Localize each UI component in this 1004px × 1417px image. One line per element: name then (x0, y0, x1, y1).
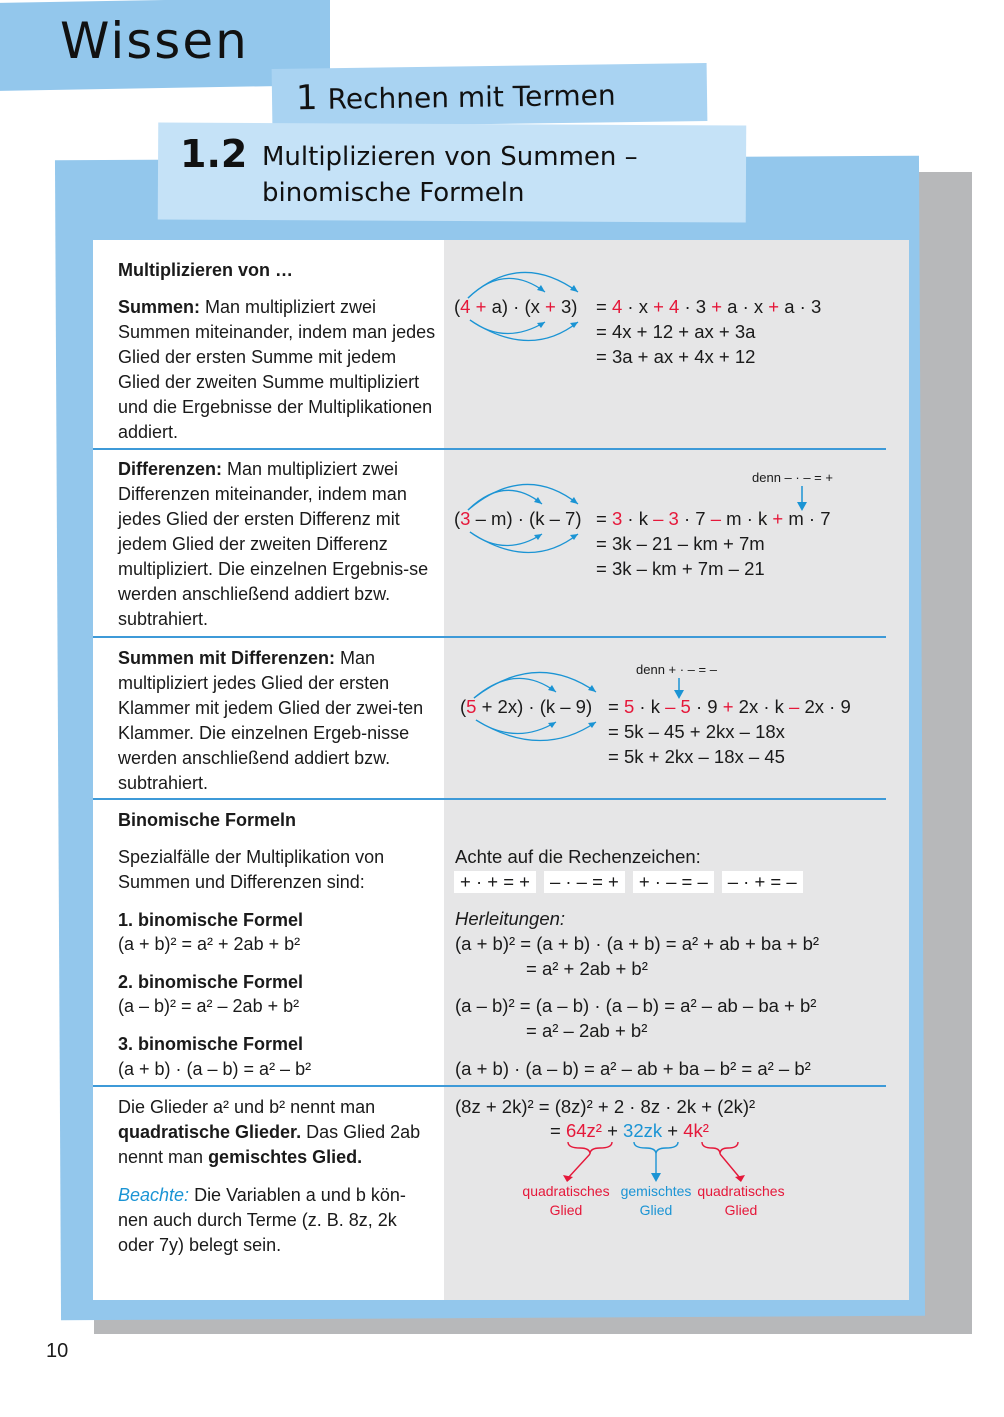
summen-differenzen-line1: = 5 · k – 5 · 9 + 2x · k – 2x · 9 (608, 696, 851, 717)
summen-lhs-a: 4 (460, 296, 471, 317)
herleitung3: (a + b) · (a – b) = a² – ab + ba – b² = a² – b² (455, 1058, 811, 1079)
herleitung1a: (a + b)² = (a + b) · (a + b) = a² + ab + ba + b² (455, 933, 820, 954)
divider-1 (93, 448, 886, 450)
herleitungen-label: Herleitungen: (455, 908, 566, 929)
summen-lhs: (4 + a) · (x + 3) (454, 296, 578, 317)
label-gemischt: gemischtes Glied (620, 1183, 692, 1218)
herleitung1b: = a² + 2ab + b² (526, 958, 648, 979)
divider-2 (93, 636, 886, 638)
beachte-label: Beachte: (118, 1185, 190, 1205)
beispiel-plus-2: + (662, 1120, 684, 1141)
divider-3 (93, 798, 886, 800)
glieder-text-1: Die Glieder a² und b² nennt man (118, 1097, 376, 1117)
page-number: 10 (46, 1340, 69, 1362)
sign-rule-2: – · – = + (544, 871, 625, 893)
intro-heading: Multiplizieren von … (118, 260, 294, 280)
divider-4 (93, 1085, 886, 1087)
differenzen-line2: = 3k – 21 – km + 7m (596, 533, 765, 554)
chapter-title (296, 74, 616, 118)
summen-differenzen-term: Summen mit Differenzen: (118, 648, 336, 668)
beachte-text (118, 1183, 428, 1258)
herleitung2a: (a – b)² = (a – b) · (a – b) = a² – ab – ba + b² (455, 995, 817, 1016)
summen-differenzen-line3: = 5k + 2kx – 18x – 45 (608, 746, 785, 767)
differenzen-lhs-rest: – m) · (k – 7) (470, 508, 582, 529)
herleitung2b: = a² – 2ab + b² (526, 1020, 648, 1041)
summen-line2: = 4x + 12 + ax + 3a (596, 321, 756, 342)
section-number: 1.2 (180, 132, 248, 176)
achte-text: Achte auf die Rechenzeichen: (455, 846, 701, 867)
summen-differenzen-lhs: (5 + 2x) · (k – 9) (460, 696, 593, 717)
summen-differenzen-lhs-a: 5 (466, 696, 477, 717)
beispiel-term-quadratisch-2: 4k² (683, 1120, 709, 1141)
summen-line3: = 3a + ax + 4x + 12 (596, 346, 756, 367)
differenzen-line1: = 3 · k – 3 · 7 – m · k + m · 7 (596, 508, 831, 529)
beispiel-term-gemischt: 32zk (623, 1120, 663, 1141)
differenzen-lhs-a: 3 (460, 508, 471, 529)
formel2-title: 2. binomische Formel (118, 972, 304, 992)
beispiel-term-quadratisch-1: 64z² (565, 1120, 602, 1141)
formel1-title: 1. binomische Formel (118, 910, 304, 930)
wissen-title: Wissen (60, 12, 249, 70)
glieder-bold-1: quadratische Glieder. (118, 1122, 302, 1142)
summen-term: Summen: (118, 297, 201, 317)
summen-differenzen-note: denn + · – = – (636, 662, 717, 677)
section-title-line1: Multiplizieren von Summen – (262, 142, 638, 172)
sign-rule-3: + · – = – (633, 871, 714, 893)
differenzen-body: Man multipliziert zwei Differenzen miteinander, indem man jedes Glied der ersten Differenz mit jedem Glied der zweiten Differenz multipliziert. Die einzelnen Ergebnis-se werden anschließend addiert bzw. subtrahiert. (118, 459, 429, 629)
differenzen-lhs: (3 – m) · (k – 7) (454, 508, 582, 529)
beachte-body: Die Variablen a und b kön-nen auch durch Terme (z. B. 8z, 2k oder 7y) belegt sein. (118, 1185, 406, 1255)
sign-rule-1: + · + = + (454, 871, 536, 893)
beispiel-plus-1: + (601, 1120, 624, 1141)
differenzen-text (118, 457, 436, 632)
summen-differenzen-text (118, 646, 436, 796)
sign-rule-4: – · + = – (722, 871, 803, 893)
summen-differenzen-lhs-rest: + 2x) · (k – 9) (476, 696, 593, 717)
differenzen-term: Differenzen: (118, 459, 223, 479)
label-quadratisch-1: quadratisches Glied (522, 1183, 610, 1218)
chapter-number: 1 (295, 77, 318, 119)
differenzen-line3: = 3k – km + 7m – 21 (596, 558, 765, 579)
label-quadratisch-2: quadratisches Glied (697, 1183, 785, 1218)
summen-lhs-b: a) · (x (491, 296, 540, 317)
formel3: (a + b) · (a – b) = a² – b² (118, 1059, 312, 1079)
formel3-title: 3. binomische Formel (118, 1034, 304, 1054)
binomisch-intro: Spezialfälle der Multiplikation von Summen und Differenzen sind: (118, 847, 385, 892)
beispiel-eq: = (550, 1120, 566, 1141)
chapter-title-text: Rechnen mit Termen (327, 78, 616, 116)
glieder-text (118, 1095, 423, 1170)
sign-rules (454, 871, 811, 893)
summen-lhs-op1: + (475, 296, 487, 317)
beispiel-line2 (550, 1120, 709, 1142)
binomisch-heading: Binomische Formeln (118, 810, 297, 830)
summen-lhs-op2: + (545, 296, 556, 317)
glieder-text-2: Das Glied 2ab nennt man (118, 1122, 421, 1167)
summen-line1: = 4 · x + 4 · 3 + a · x + a · 3 (596, 296, 822, 317)
formel1: (a + b)² = a² + 2ab + b² (118, 934, 301, 954)
glieder-bold-2: gemischtes Glied. (208, 1147, 363, 1167)
summen-differenzen-line2: = 5k – 45 + 2kx – 18x (608, 721, 785, 742)
glieder-braces (560, 1142, 760, 1182)
section-title-line2: binomische Formeln (262, 178, 525, 208)
summen-differenzen-body: Man multipliziert jedes Glied der ersten Klammer mit jedem Glied der zwei-ten Klammer. Die einzelnen Ergeb-nisse werden anschließend addiert bzw. subtrahiert. (118, 648, 424, 793)
beispiel-line1: (8z + 2k)² = (8z)² + 2 · 8z · 2k + (2k)² (455, 1096, 756, 1117)
differenzen-note: denn – · – = + (752, 470, 833, 485)
summen-text (118, 295, 436, 445)
formel2: (a – b)² = a² – 2ab + b² (118, 996, 300, 1016)
summen-body: Man multipliziert zwei Summen miteinander, indem man jedes Glied der ersten Summe mit jedem Glied der zweiten Summe multipliziert und die Ergebnisse der Multiplikationen addiert. (118, 297, 436, 442)
summen-lhs-c: 3) (560, 296, 578, 317)
